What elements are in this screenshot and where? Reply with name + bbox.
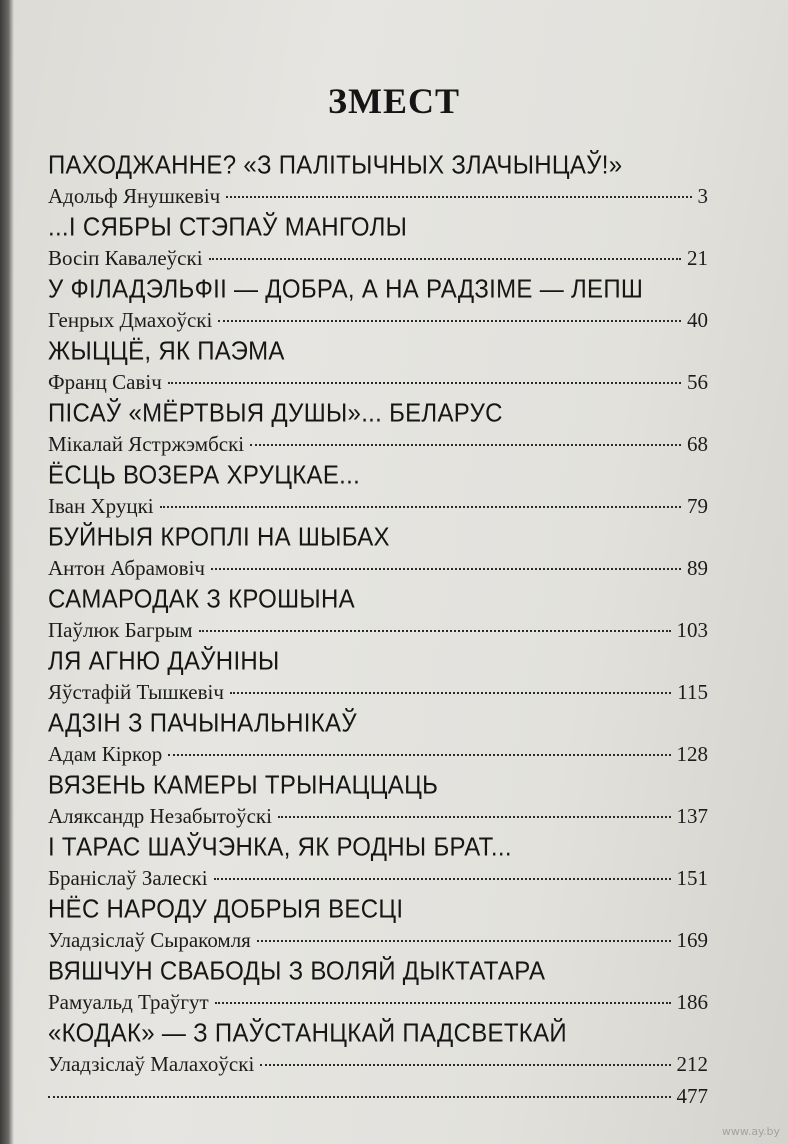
entry-page-number: 115 bbox=[677, 680, 708, 704]
dot-leader bbox=[218, 320, 681, 322]
entry-page-number: 212 bbox=[676, 1052, 708, 1076]
entry-page-number: 169 bbox=[676, 928, 708, 952]
entry-author: Паўлюк Багрым bbox=[48, 618, 193, 642]
dot-leader bbox=[48, 1096, 671, 1098]
watermark: www.ay.by bbox=[721, 1125, 780, 1138]
page-shadow-edge bbox=[0, 0, 14, 1144]
entry-author-line bbox=[48, 244, 708, 274]
dot-leader bbox=[199, 630, 671, 632]
entry-author-line bbox=[48, 182, 708, 212]
entry-title: У ФІЛАДЭЛЬФІІ — ДОБРА, А НА РАДЗІМЕ — ЛЕПШ bbox=[48, 274, 644, 304]
entry-author: Адольф Янушкевіч bbox=[48, 184, 221, 208]
toc-entry bbox=[48, 772, 708, 834]
entry-title: І ТАРАС ШАЎЧЭНКА, ЯК РОДНЫ БРАТ... bbox=[48, 832, 512, 862]
toc-entry bbox=[48, 462, 708, 524]
entry-title: ЁСЦЬ ВОЗЕРА ХРУЦКАЕ... bbox=[48, 460, 361, 490]
toc-entry bbox=[48, 400, 708, 462]
entry-page-number: 21 bbox=[687, 246, 708, 270]
final-page-line bbox=[48, 1082, 708, 1112]
entry-author-line bbox=[48, 926, 708, 956]
entry-author: Восіп Кавалеўскі bbox=[48, 246, 203, 270]
entry-author: Мікалай Ястржэмбскі bbox=[48, 432, 245, 456]
toc-entry bbox=[48, 152, 708, 214]
toc-entry bbox=[48, 958, 708, 1020]
entry-author: Браніслаў Залескі bbox=[48, 866, 208, 890]
toc-entry bbox=[48, 524, 708, 586]
entry-page-number: 186 bbox=[676, 990, 708, 1014]
toc-entry bbox=[48, 586, 708, 648]
entry-author: Яўстафій Тышкевіч bbox=[48, 680, 224, 704]
dot-leader bbox=[160, 506, 681, 508]
toc-heading: ЗМЕСТ bbox=[327, 81, 460, 121]
entry-author-line bbox=[48, 430, 708, 460]
dot-leader bbox=[209, 258, 681, 260]
entry-author: Іван Хруцкі bbox=[48, 494, 154, 518]
entry-author-line bbox=[48, 678, 708, 708]
entry-author: Уладзіслаў Сыракомля bbox=[48, 928, 251, 952]
toc-entry bbox=[48, 648, 708, 710]
entry-author-line bbox=[48, 306, 708, 336]
entry-author: Аляксандр Незабытоўскі bbox=[48, 804, 272, 828]
entry-author-line bbox=[48, 616, 708, 646]
entry-title: ПІСАЎ «МЁРТВЫЯ ДУШЫ»... БЕЛАРУС bbox=[48, 398, 503, 428]
entry-page-number: 137 bbox=[676, 804, 708, 828]
toc-entry bbox=[48, 338, 708, 400]
entry-page-number: 68 bbox=[687, 432, 708, 456]
entry-title: ВЯЗЕНЬ КАМЕРЫ ТРЫНАЦЦАЦЬ bbox=[48, 770, 439, 800]
entry-author: Антон Абрамовіч bbox=[48, 556, 205, 580]
dot-leader bbox=[278, 816, 671, 818]
entry-author-line bbox=[48, 802, 708, 832]
entry-page-number: 151 bbox=[676, 866, 708, 890]
dot-leader bbox=[211, 568, 681, 570]
dot-leader bbox=[168, 754, 670, 756]
entry-page-number: 103 bbox=[676, 618, 708, 642]
entry-page-number: 89 bbox=[687, 556, 708, 580]
entry-author-line bbox=[48, 554, 708, 584]
entry-author: Рамуальд Траўгут bbox=[48, 990, 209, 1014]
entry-author: Адам Кіркор bbox=[48, 742, 163, 766]
entry-title: БУЙНЫЯ КРОПЛІ НА ШЫБАХ bbox=[48, 522, 390, 552]
entry-author-line bbox=[48, 864, 708, 894]
toc-entry bbox=[48, 710, 708, 772]
toc-entry bbox=[48, 896, 708, 958]
entry-page-number: 128 bbox=[676, 742, 708, 766]
entry-page-number: 3 bbox=[697, 184, 708, 208]
entry-author: Франц Савіч bbox=[48, 370, 162, 394]
toc-entry bbox=[48, 1020, 708, 1082]
entry-page-number: 79 bbox=[687, 494, 708, 518]
dot-leader bbox=[215, 1002, 671, 1004]
dot-leader bbox=[214, 878, 671, 880]
dot-leader bbox=[226, 196, 691, 198]
entry-title: ПАХОДЖАННЕ? «З ПАЛІТЫЧНЫХ ЗЛАЧЫНЦАЎ!» bbox=[48, 150, 623, 180]
entry-author: Уладзіслаў Малахоўскі bbox=[48, 1052, 255, 1076]
entry-title: НЁС НАРОДУ ДОБРЫЯ ВЕСЦІ bbox=[48, 894, 404, 924]
entry-title: САМАРОДАК З КРОШЫНА bbox=[48, 584, 355, 614]
dot-leader bbox=[260, 1064, 670, 1066]
entry-page-number: 56 bbox=[687, 370, 708, 394]
entry-title: «КОДАК» — З ПАЎСТАНЦКАЙ ПАДСВЕТКАЙ bbox=[48, 1018, 567, 1048]
entry-title: ЖЫЦЦЁ, ЯК ПАЭМА bbox=[48, 336, 285, 366]
entry-title: ВЯШЧУН СВАБОДЫ З ВОЛЯЙ ДЫКТАТАРА bbox=[48, 956, 546, 986]
entry-title: ЛЯ АГНЮ ДАЎНІНЫ bbox=[48, 646, 280, 676]
entry-author-line bbox=[48, 1050, 708, 1080]
entry-author-line bbox=[48, 492, 708, 522]
dot-leader bbox=[230, 692, 671, 694]
table-of-contents bbox=[48, 152, 708, 1112]
entry-author: Генрых Дмахоўскі bbox=[48, 308, 213, 332]
dot-leader bbox=[250, 444, 681, 446]
dot-leader bbox=[168, 382, 681, 384]
entry-author-line bbox=[48, 368, 708, 398]
toc-entry bbox=[48, 214, 708, 276]
toc-entry bbox=[48, 276, 708, 338]
entry-title: ...І СЯБРЫ СТЭПАЎ МАНГОЛЫ bbox=[48, 212, 408, 242]
entry-title: АДЗІН З ПАЧЫНАЛЬНІКАЎ bbox=[48, 708, 357, 738]
toc-entry bbox=[48, 834, 708, 896]
entry-page-number: 40 bbox=[687, 308, 708, 332]
entry-author-line bbox=[48, 988, 708, 1018]
entry-author-line bbox=[48, 740, 708, 770]
dot-leader bbox=[257, 940, 671, 942]
final-page-number: 477 bbox=[676, 1084, 708, 1108]
